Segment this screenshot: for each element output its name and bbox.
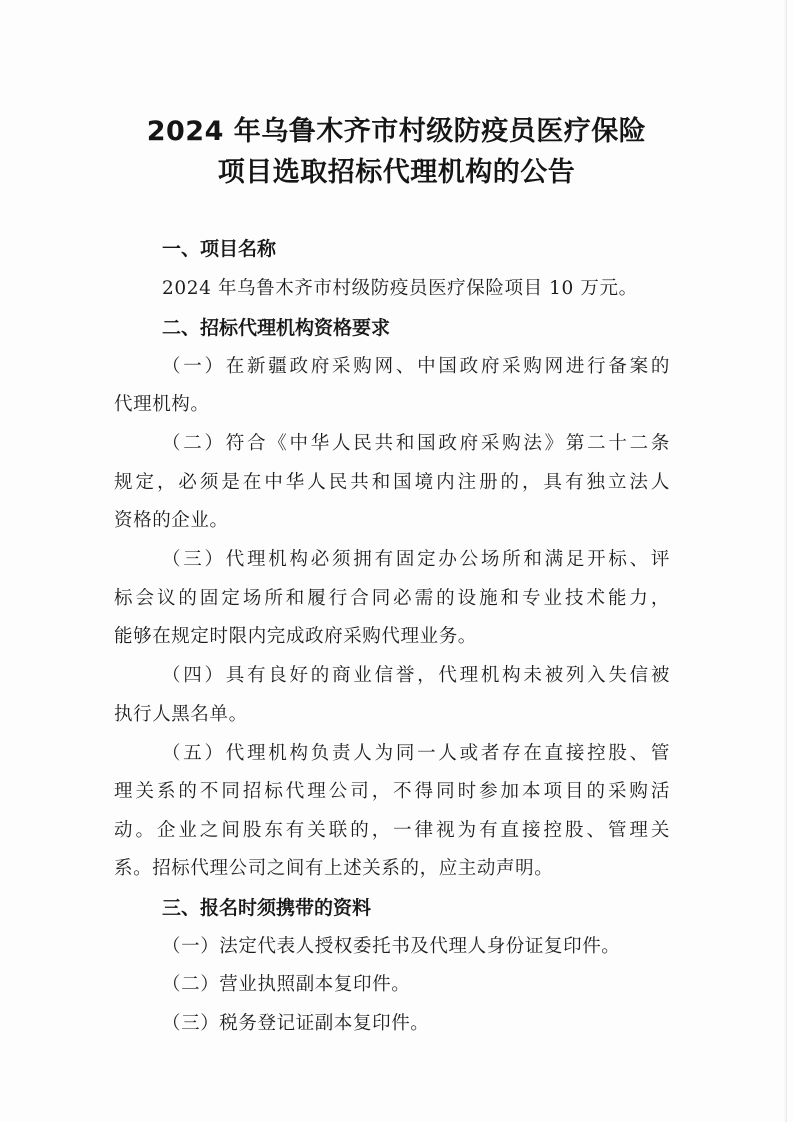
section-2-item-3-line-1: （三）代理机构必须拥有固定办公场所和满足开标、评	[162, 549, 670, 570]
section-2-item-2-line-3: 资格的企业。	[114, 510, 229, 531]
section-2-item-5-line-1: （五）代理机构负责人为同一人或者存在直接控股、管	[162, 743, 670, 764]
document-title-line-2: 项目选取招标代理机构的公告	[217, 157, 576, 188]
section-2-item-5-line-2: 理关系的不同招标代理公司，不得同时参加本项目的采购活	[114, 781, 670, 802]
section-2-heading: 二、招标代理机构资格要求	[162, 317, 391, 339]
section-3-heading: 三、报名时须携带的资料	[162, 897, 372, 919]
section-2-item-1-line-1: （一）在新疆政府采购网、中国政府采购网进行备案的	[162, 356, 670, 377]
section-2-item-4-line-2: 执行人黑名单。	[114, 704, 248, 725]
document-title-line-1: 2024 年乌鲁木齐市村级防疫员医疗保险	[146, 116, 647, 147]
section-2-item-4-line-1: （四）具有良好的商业信誉，代理机构未被列入失信被	[162, 665, 670, 686]
section-3-item-3: （三）税务登记证副本复印件。	[162, 1013, 430, 1034]
section-2-item-5-line-3: 动。企业之间股东有关联的，一律视为有直接控股、管理关	[114, 820, 670, 841]
section-3-item-1: （一）法定代表人授权委托书及代理人身份证复印件。	[162, 936, 621, 957]
section-2-item-3-line-2: 标会议的固定场所和履行合同必需的设施和专业技术能力，	[114, 588, 670, 609]
section-1-heading: 一、项目名称	[162, 238, 277, 260]
section-2-item-1-line-2: 代理机构。	[114, 394, 210, 415]
section-2-item-5-line-4: 系。招标代理公司之间有上述关系的，应主动声明。	[114, 858, 554, 879]
section-2-item-2-line-2: 规定，必须是在中华人民共和国境内注册的，具有独立法人	[114, 472, 670, 493]
section-2-item-2-line-1: （二）符合《中华人民共和国政府采购法》第二十二条	[162, 433, 670, 454]
section-1-text: 2024 年乌鲁木齐市村级防疫员医疗保险项目 10 万元。	[162, 278, 638, 299]
section-2-item-3-line-3: 能够在规定时限内完成政府采购代理业务。	[114, 626, 477, 647]
section-3-item-2: （二）营业执照副本复印件。	[162, 974, 411, 995]
